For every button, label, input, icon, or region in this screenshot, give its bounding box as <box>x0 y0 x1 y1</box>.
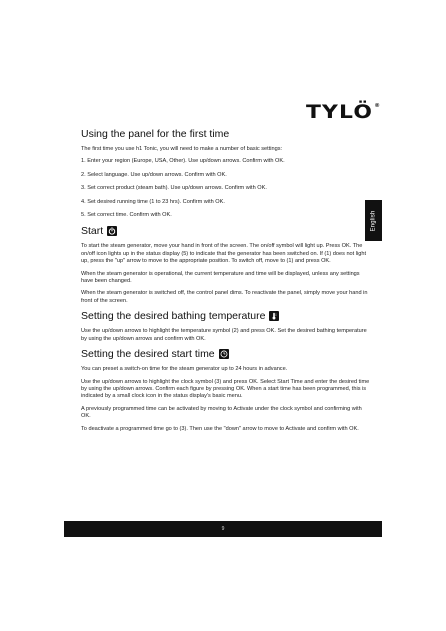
tylo-logo <box>306 101 381 123</box>
language-tab-label: English <box>370 209 377 232</box>
section-temperature-heading: Setting the desired bathing temperature <box>81 310 266 323</box>
power-icon <box>107 226 117 236</box>
section-temperature <box>81 310 371 343</box>
section-start-time-paragraph: A previously programmed time can be activated by moving to Activate under the clock symbol and confirming with OK. <box>81 405 362 420</box>
setup-steps-list <box>81 158 371 219</box>
thermometer-icon <box>269 311 279 321</box>
setup-step: 4. Set desired running time (1 to 23 hrs). Confirm with OK. <box>81 198 225 205</box>
page-footer <box>64 521 382 537</box>
section-start-time-paragraph: Use the up/down arrows to highlight the clock symbol (3) and press OK. Select Start Time and enter the desired time by using the up/down arrows. Confirm each figure by pressing OK. When a start time has been programmed, this is indicated by a small clock icon in the status display's basic menu. <box>81 378 370 400</box>
section-temperature-paragraph: Use the up/down arrows to highlight the temperature symbol (2) and press OK. Set the desired bathing temperature by using the up/down arrows and confirm with OK. <box>81 328 367 342</box>
clock-icon <box>219 349 229 359</box>
section-first-time <box>81 128 371 219</box>
section-temperature-title <box>81 310 371 322</box>
setup-step: 1. Enter your region (Europe, USA, Other). Use up/down arrows. Confirm with OK. <box>81 158 285 165</box>
section-start-time-paragraph: You can preset a switch-on time for the steam generator up to 24 hours in advance. <box>81 366 288 373</box>
page-content <box>81 128 371 438</box>
section-start-time-paragraph: To deactivate a programmed time go to (3). Then use the "down" arrow to move to Activate and confirm with OK. <box>81 425 359 432</box>
section-first-time-intro: The first time you use h1 Tonic, you will need to make a number of basic settings: <box>81 146 283 152</box>
section-first-time-heading: Using the panel for the first time <box>81 128 230 140</box>
logo-text: TYLÖ <box>306 101 374 123</box>
setup-step: 5. Set correct time. Confirm with OK. <box>81 212 172 219</box>
section-start-heading: Start <box>81 225 104 238</box>
section-start-paragraph: When the steam generator is switched off, the control panel dims. To reactivate the panel, simply move your hand in front of the screen. <box>81 290 368 304</box>
section-start <box>81 225 371 305</box>
setup-step: 3. Set correct product (steam bath). Use up/down arrows. Confirm with OK. <box>81 185 267 192</box>
section-start-time <box>81 348 371 433</box>
section-start-paragraph: When the steam generator is operational, the current temperature and time will be displayed, unless any settings have been changed. <box>81 270 360 285</box>
setup-step: 2. Select language. Use up/down arrows. Confirm with OK. <box>81 171 227 178</box>
section-start-time-heading: Setting the desired start time <box>81 348 215 361</box>
page-number: 9 <box>221 526 225 532</box>
section-start-time-title <box>81 348 371 360</box>
section-start-paragraph: To start the steam generator, move your hand in front of the screen. The on/off symbol will light up. Press OK. The on/off icon lights up in the status display (5) to indicate that the generator has been switched on. If (1) does not light up, press the "up" arrow to move to the appropriate position. To switch off, move to (1) and press OK. <box>81 243 367 265</box>
section-start-title <box>81 225 371 237</box>
registered-mark: ® <box>374 103 382 109</box>
section-first-time-title <box>81 128 371 140</box>
